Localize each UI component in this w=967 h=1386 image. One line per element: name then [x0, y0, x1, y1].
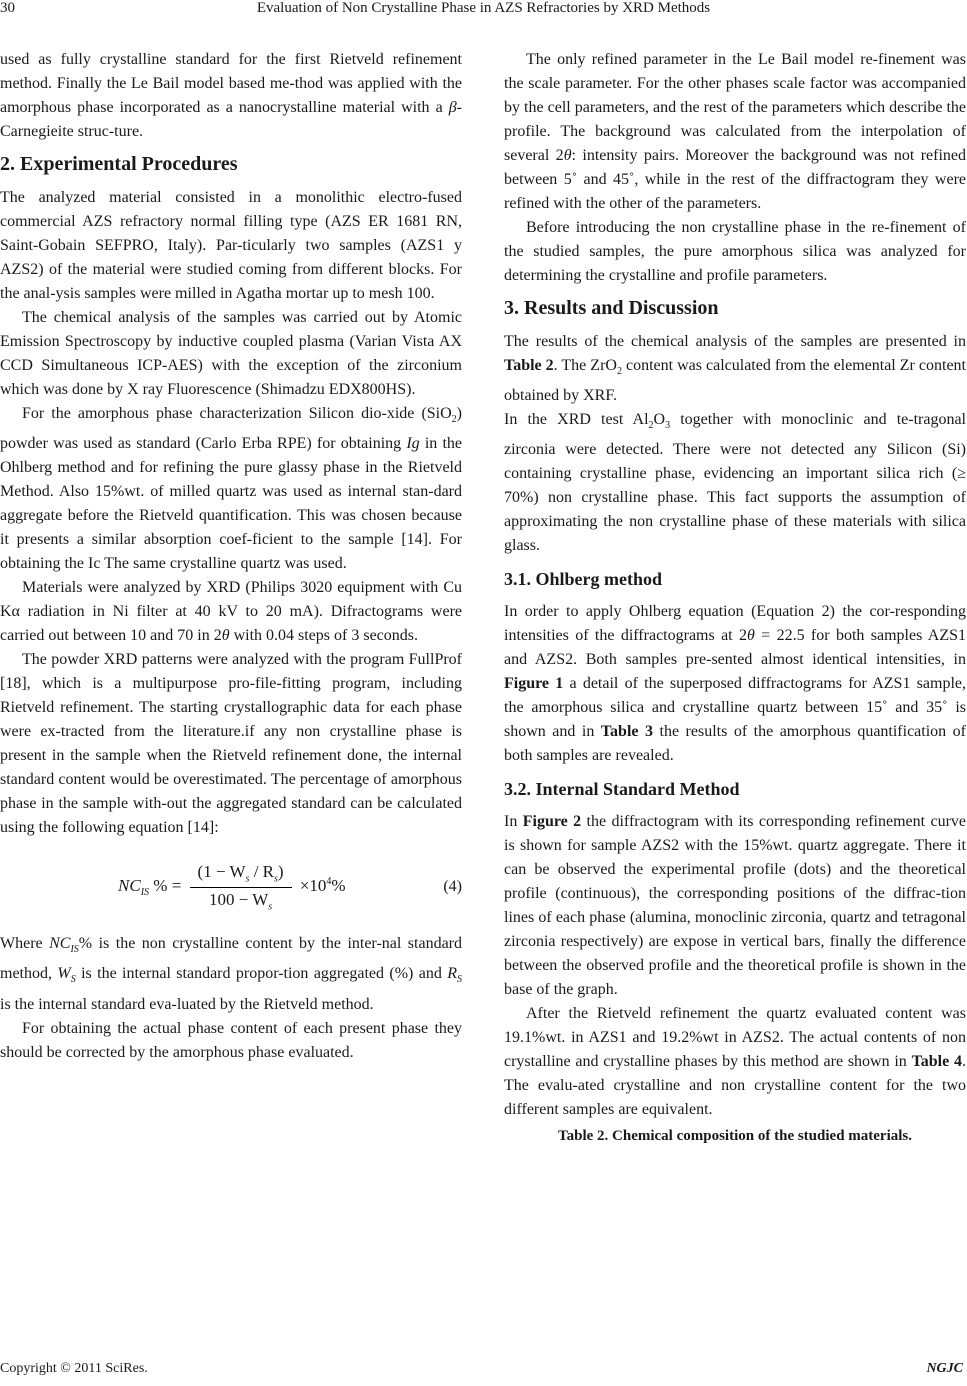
- paragraph: The results of the chemical analysis of the samples are presented in Table 2. The ZrO$_2$ content was calculated from the elemental Zr content obtained by XRF.: [504, 333, 966, 405]
- section-heading-results: 3. Results and Discussion: [504, 297, 719, 319]
- paragraph: Where $NC_{IS}\%$ is the non crystalline content by the inter-nal standard method, $W_S$ is the internal standard propor-tion aggregated (%) and $R_S$ is the internal standard eva-luated by the Rietveld method.: [0, 935, 462, 1013]
- paragraph: Before introducing the non crystalline phase in the re-finement of the studied samples, the pure amorphous silica was analyzed for determining the crystalline and profile parameters.: [504, 219, 966, 284]
- paragraph: The analyzed material consisted in a monolithic electro-fused commercial AZS refractory normal filling type (AZS ER 1681 RN, Saint-Gobain SEFPRO, Italy). Par-ticularly two samples (AZS1 y AZS2) of the material were studied coming from different blocks. For the anal-ysis samples were milled in Agatha mortar up to mesh 100.: [0, 189, 462, 302]
- paragraph: In order to apply Ohlberg equation (Equation 2) the cor-responding intensities of the diffractograms at 2θ = 22.5 for both samples AZS1 and AZS2. Both samples pre-sented almost identical intensities, in Figure 1 a detail of the superposed diffractograms for AZS1 sample, the amorphous silica and crystalline quartz between 15˚ and 35˚ is shown and in Table 3 the results of the amorphous quantification of both samples are revealed.: [504, 603, 967, 765]
- paragraph: The powder XRD patterns were analyzed with the program FullProf [18], which is a multipurpose pro-file-fitting program, including Rietveld refinement. The starting crystallographic data for each phase were ex-tracted from the literature.if any non crystalline phase is present in the sample when the Rietveld refinement done, the internal standard content would be overestimated. The percentage of amorphous phase in the sample with-out the aggregated standard can be calculated using the following equation [14]:: [0, 651, 462, 837]
- left-column: [0, 48, 462, 1065]
- equation-4: $NC_{IS}$ % = $\frac{(1 - W_s / R_s)}{100 - W_s}$ $\times 10^4\%$ (4): [118, 862, 462, 912]
- subsection-heading-ohlberg: 3.1. Ohlberg method: [504, 569, 663, 590]
- paragraph: The only refined parameter in the Le Bail model re-finement was the scale parameter. For the other phases scale factor was accompanied by the cell parameters, and the rest of the parameters which describe the profile. The background was calculated from the interpolation of several 2θ: intensity pairs. Moreover the background was not refined between 5˚ and 45˚, while in the rest of the diffractogram they were refined with the other of the parameters.: [504, 51, 966, 212]
- running-title: Evaluation of Non Crystalline Phase in AZS Refractories by XRD Methods: [256, 0, 711, 16]
- right-column: [504, 48, 966, 1145]
- paragraph: Materials were analyzed by XRD (Philips 3020 equipment with Cu Kα radiation in Ni filter at 40 kV to 20 mA). Difractograms were carried out between 10 and 70 in 2θ with 0.04 steps of 3 seconds.: [0, 579, 462, 645]
- journal-abbreviation: NGJC: [926, 1361, 963, 1376]
- page-footer: [0, 1361, 967, 1377]
- page-number: 30: [0, 0, 15, 16]
- subsection-heading-internal-standard: 3.2. Internal Standard Method: [504, 779, 740, 800]
- paragraph: For obtaining the actual phase content of each present phase they should be corrected by the amorphous phase evaluated.: [0, 1019, 462, 1061]
- page-header: [0, 0, 967, 30]
- paragraph: For the amorphous phase characterization Silicon dio-xide (SiO$_2$) powder was used as standard (Carlo Erba RPE) for obtaining Ig in the Ohlberg method and for refining the pure glassy phase in the Rietveld Method. Also 15%wt. of milled quartz was used as internal stan-dard aggregate before the Rietveld quantification. This was chosen because it presents a similar absorption coef-ficient to the sample [14]. For obtaining the Ic The same crystalline quartz was used.: [0, 405, 462, 573]
- paragraph: used as fully crystalline standard for the first Rietveld refinement method. Finally the Le Bail model based me-thod was applied with the amorphous phase incorporated as a nanocrystalline material with a β-Carnegieite struc-ture.: [0, 51, 462, 140]
- section-heading-experimental: 2. Experimental Procedures: [0, 153, 238, 175]
- copyright: Copyright © 2011 SciRes.: [0, 1361, 148, 1376]
- equation-number: (4): [443, 878, 462, 896]
- paragraph: After the Rietveld refinement the quartz evaluated content was 19.1%wt. in AZS1 and 19.2%wt in AZS2. The actual contents of non crystalline and crystalline phases by this method are shown in Table 4. The evalu-ated crystalline and non crystalline content for the two different samples are equivalent.: [504, 1005, 966, 1119]
- paragraph: In the XRD test $Al_2O_3$ together with monoclinic and te-tragonal zirconia were detected. There were not detected any Silicon (Si) containing crystalline phase, evidencing an important silica rich (≥ 70%) non crystalline phase. This fact supports the assumption of approximating the non crystalline phase of these materials with silica glass.: [504, 411, 967, 555]
- table-caption: Table 2. Chemical composition of the studied materials.: [557, 1128, 913, 1145]
- paragraph: The chemical analysis of the samples was carried out by Atomic Emission Spectroscopy by inductive coupled plasma (Varian Vista AX CCD Simultaneous ICP-AES) with the exception of the zirconium which was done by X ray Fluorescence (Shimadzu EDX800HS).: [0, 309, 462, 398]
- paragraph: In Figure 2 the diffractogram with its corresponding refinement curve is shown for sample AZS2 with the 15%wt. quartz aggregate. There it can be observed the experimental profile (dots) and the theoretical profile (continuous), the corresponding positions of the diffrac-tion lines of each phase (alumina, monoclinic zirconia, quartz and tetragonal zirconia respectively) are expose in vertical bars, finally the difference between the observed profile and the theoretical profile is shown in the base of the graph.: [504, 813, 966, 999]
